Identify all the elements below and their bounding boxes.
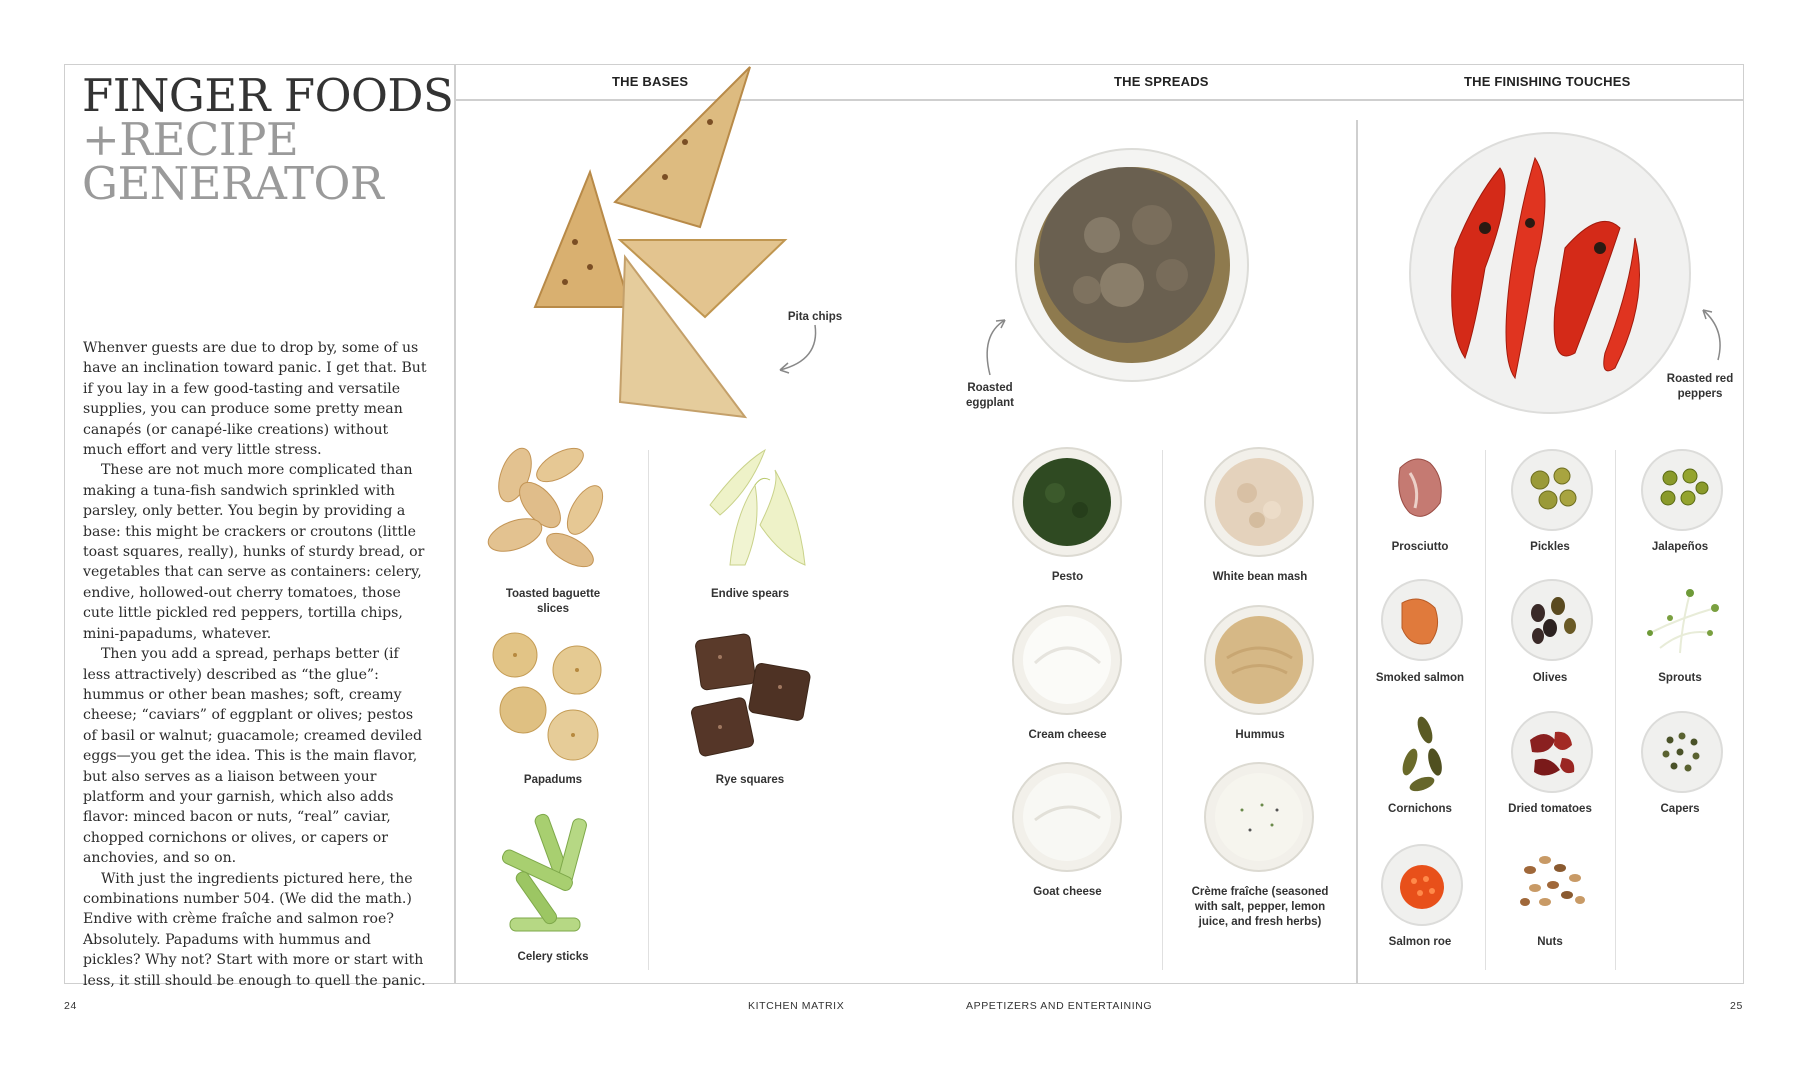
intro-text	[83, 338, 428, 991]
prosciutto-image	[1385, 448, 1455, 533]
arrow-icon	[775, 320, 825, 375]
roasted-eggplant-image	[1012, 125, 1272, 425]
page-number-left: 24	[64, 1000, 77, 1012]
arrow-icon	[1698, 305, 1728, 365]
pickles-image	[1510, 448, 1595, 533]
label-prosciutto: Prosciutto	[1391, 541, 1449, 553]
label-sprouts: Sprouts	[1658, 672, 1702, 684]
divider-spreads-inner	[1162, 450, 1163, 970]
white-bean-mash-image	[1202, 445, 1317, 560]
label-olives: Olives	[1532, 672, 1568, 684]
label-rye: Rye squares	[715, 774, 785, 786]
celery-sticks-image	[490, 808, 610, 938]
endive-spears-image	[690, 445, 815, 575]
label-baguette: Toasted baguette slices	[505, 588, 601, 615]
divider-finishing-1	[1485, 450, 1486, 970]
running-title-right: APPETIZERS AND ENTERTAINING	[966, 1000, 1153, 1012]
label-roasted-red-peppers: Roasted red peppers	[1666, 373, 1734, 400]
cream-cheese-image	[1010, 603, 1125, 718]
label-smoked-salmon: Smoked salmon	[1375, 672, 1465, 684]
title-line-3: GENERATOR	[82, 157, 384, 210]
label-endive: Endive spears	[711, 588, 789, 600]
label-celery: Celery sticks	[517, 951, 589, 963]
papadums-image	[485, 630, 610, 765]
olives-image	[1510, 578, 1595, 663]
capers-image	[1640, 710, 1725, 795]
divider-spreads-finishing	[1356, 120, 1358, 984]
paragraph: These are not much more complicated than making a tuna-fish sandwich sprinkled with parsley, only better. You begin by providing a base: this might be crackers or croutons (little toast squares, really), hunks of sturdy bread, or vegetables that can serve as containers: celery, endive, hollowed-out cherry tomatoes, those cute little pickled red peppers, tortilla chips, mini-papadums, whatever.	[83, 462, 425, 642]
label-dried-tomatoes: Dried tomatoes	[1508, 803, 1592, 815]
creme-fraiche-image	[1202, 760, 1317, 875]
roasted-red-peppers-image	[1405, 128, 1695, 418]
running-title-left: KITCHEN MATRIX	[748, 1000, 845, 1012]
label-pickles: Pickles	[1530, 541, 1570, 553]
jalapenos-image	[1640, 448, 1725, 533]
divider-bases-inner	[648, 450, 649, 970]
sprouts-image	[1640, 578, 1725, 663]
title-line-2: +RECIPE	[82, 113, 299, 166]
page-title	[82, 69, 454, 210]
label-pesto: Pesto	[1051, 571, 1084, 583]
salmon-roe-image	[1380, 843, 1465, 928]
nuts-image	[1505, 840, 1600, 925]
arrow-icon	[975, 315, 1015, 380]
label-salmon-roe: Salmon roe	[1388, 936, 1452, 948]
label-hummus: Hummus	[1235, 729, 1285, 741]
label-cream-cheese: Cream cheese	[1028, 729, 1107, 741]
column-header-finishing: THE FINISHING TOUCHES	[1464, 74, 1631, 89]
rye-squares-image	[690, 632, 820, 762]
page-number-right: 25	[1730, 1000, 1743, 1012]
label-goat-cheese: Goat cheese	[1033, 886, 1102, 898]
pita-chips-image	[495, 62, 795, 422]
smoked-salmon-image	[1380, 578, 1465, 663]
title-line-1: FINGER FOODS	[82, 69, 454, 122]
label-white-bean-mash: White bean mash	[1212, 571, 1308, 583]
divider-text-bases	[454, 64, 456, 984]
baguette-slices-image	[485, 445, 620, 575]
goat-cheese-image	[1010, 760, 1125, 875]
cornichons-image	[1390, 712, 1460, 797]
pesto-image	[1010, 445, 1125, 560]
label-creme-fraiche: Crème fraîche (seasoned with salt, pepper, lemon juice, and fresh herbs)	[1191, 886, 1329, 928]
label-roasted-eggplant: Roasted eggplant	[966, 382, 1014, 409]
label-cornichons: Cornichons	[1388, 803, 1452, 815]
label-jalapenos: Jalapeños	[1651, 541, 1709, 553]
paragraph: Whenver guests are due to drop by, some of us have an inclination toward panic. I get that. But if you lay in a few good-tasting and versatile supplies, you can produce some pretty mean canapés (or canapé-like creations) without much effort and very little stress.	[83, 340, 427, 459]
label-capers: Capers	[1660, 803, 1700, 815]
label-papadums: Papadums	[523, 774, 583, 786]
divider-finishing-2	[1615, 450, 1616, 970]
dried-tomatoes-image	[1510, 710, 1595, 795]
hummus-image	[1202, 603, 1317, 718]
label-nuts: Nuts	[1537, 936, 1563, 948]
column-header-spreads: THE SPREADS	[1114, 74, 1209, 89]
label-pita-chips: Pita chips	[787, 311, 843, 323]
paragraph: Then you add a spread, perhaps better (if less attractively) described as “the glue”: hummus or other bean mashes; soft, creamy cheese; “caviars” of eggplant or olives; pestos of basil or walnut; guacamole; creamed deviled eggs—you get the idea. This is the main flavor, but also serves as a liaison between your platform and your garnish, which also adds flavor: minced bacon or nuts, “real” caviar, chopped cornichons or olives, or capers or anchovies, and so on.	[83, 646, 423, 867]
column-header-bases: THE BASES	[612, 74, 689, 89]
paragraph: With just the ingredients pictured here, the combinations number 504. (We did the math.) Endive with crème fraîche and salmon roe? Absolutely. Papadums with hummus and pickles? Why not? Start with more or start with less, it still should be enough to quell the panic.	[83, 870, 426, 989]
